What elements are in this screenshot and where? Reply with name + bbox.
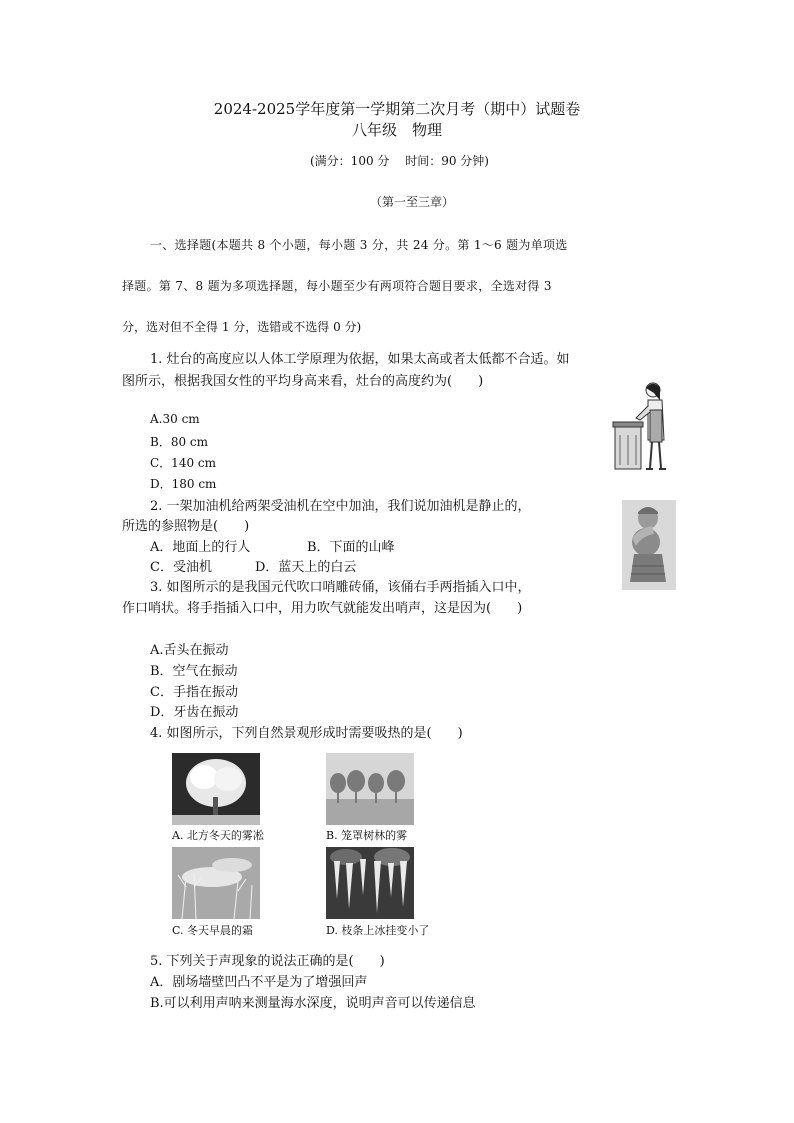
foggy-forest-photo xyxy=(326,753,414,825)
section1-line1: 一、选择题(本题共 8 个小题，每小题 3 分，共 24 分。第 1～6 题为单项选 xyxy=(150,238,568,252)
q3-option-a: A.舌头在振动 xyxy=(150,643,229,658)
q4-caption-a: A. 北方冬天的雾凇 xyxy=(172,829,264,842)
q1-stem-line2: 图所示，根据我国女性的平均身高来看，灶台的高度约为( ) xyxy=(122,374,484,389)
icicles-branch-photo xyxy=(326,847,414,919)
q3-stem-line1: 3. 如图所示的是我国元代吹口哨雕砖俑，该俑右手两指插入口中， xyxy=(150,580,531,595)
q1-option-c: C．140 cm xyxy=(150,456,217,470)
exam-title: 2024-2025学年度第一学期第二次月考（期中）试题卷 xyxy=(213,100,581,118)
frost-morning-photo xyxy=(172,847,260,919)
woman-at-stove-figure xyxy=(612,380,674,475)
q1-stem-line1: 1. 灶台的高度应以人体工学原理为依据，如果太高或者太低都不合适。如 xyxy=(150,352,570,367)
q1-option-b: B．80 cm xyxy=(150,435,209,449)
q2-option-d: D．蓝天上的白云 xyxy=(255,560,357,575)
exam-subtitle: 八年级 物理 xyxy=(351,121,442,139)
q3-stem-line2: 作口哨状。将手指插入口中，用力吹气就能发出哨声，这是因为( ) xyxy=(122,601,523,616)
whistling-figurine-photo xyxy=(622,500,676,590)
q2-stem-line1: 2. 一架加油机给两架受油机在空中加油，我们说加油机是静止的， xyxy=(150,499,531,514)
q4-caption-d: D. 枝条上冰挂变小了 xyxy=(326,924,430,937)
q2-option-a: A．地面上的行人 xyxy=(150,540,251,555)
q1-option-d: D．180 cm xyxy=(150,477,217,491)
q3-option-d: D．牙齿在振动 xyxy=(150,705,239,720)
exam-meta: (满分：100 分 时间：90 分钟) xyxy=(310,154,489,168)
q5-stem: 5. 下列关于声现象的说法正确的是( ) xyxy=(150,954,385,969)
section1-line3: 分，选对但不全得 1 分，选错或不选得 0 分) xyxy=(122,320,362,334)
q4-stem: 4. 如图所示，下列自然景观形成时需要吸热的是( ) xyxy=(150,726,463,741)
q2-option-c: C．受油机 xyxy=(150,560,212,575)
q5-option-a: A．剧场墙壁凹凸不平是为了增强回声 xyxy=(150,975,368,990)
q3-option-c: C．手指在振动 xyxy=(150,685,238,700)
exam-chapters: （第一至三章） xyxy=(370,195,455,209)
q5-option-b: B.可以利用声呐来测量海水深度，说明声音可以传递信息 xyxy=(150,996,476,1011)
section1-line2: 择题。第 7、8 题为多项选择题，每小题至少有两项符合题目要求，全选对得 3 xyxy=(122,279,552,293)
q4-caption-c: C. 冬天早晨的霜 xyxy=(172,924,254,937)
q1-option-a: A.30 cm xyxy=(150,412,200,426)
q3-option-b: B．空气在振动 xyxy=(150,664,238,679)
q2-option-b: B．下面的山峰 xyxy=(307,540,395,555)
rime-tree-photo xyxy=(172,753,260,825)
q4-caption-b: B. 笼罩树林的雾 xyxy=(326,829,408,842)
q2-stem-line2: 所选的参照物是( ) xyxy=(122,519,250,534)
